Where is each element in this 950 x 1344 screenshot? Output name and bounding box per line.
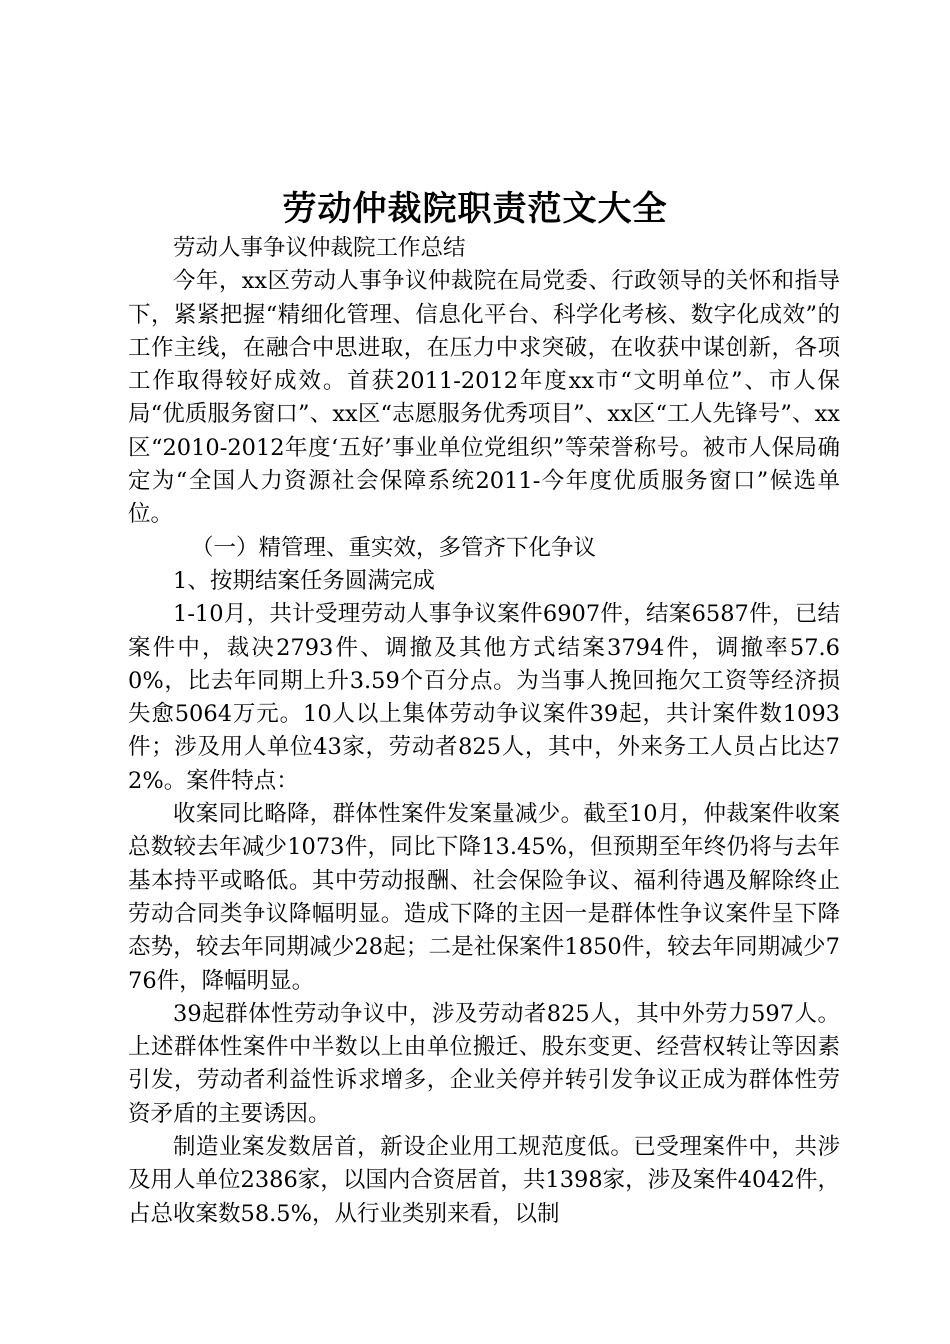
document-body: [128, 232, 840, 1231]
subsection-heading: 1、按期结案任务圆满完成: [173, 567, 435, 594]
paragraph: 39起群体性劳动争议中，涉及劳动者825人，其中外劳力597人。上述群体性案件中半数以上由单位搬迁、股东变更、经营权转让等因素引发，劳动者利益性诉求增多，企业关停并转引发争议正成为群体性劳资矛盾的主要诱因。: [128, 1000, 840, 1127]
paragraph: 今年，xx区劳动人事争议仲裁院在局党委、行政领导的关怀和指导下，紧紧把握“精细化管理、信息化平台、科学化考核、数字化成效”的工作主线，在融合中思进取，在压力中求突破，在收获中谋创新，各项工作取得较好成效。首获2011-2012年度xx市“文明单位”、市人保局“优质服务窗口”、xx区“志愿服务优秀项目”、xx区“工人先锋号”、xx区“2010-2012年度‘五好’事业单位党组织”等荣誉称号。被市人保局确定为“全国人力资源社会保障系统2011-今年度优质服务窗口”候选单位。: [128, 268, 840, 528]
paragraph: 1-10月，共计受理劳动人事争议案件6907件，结案6587件，已结案件中，裁决2793件、调撤及其他方式结案3794件，调撤率57.60%，比去年同期上升3.59个百分点。为当事人挽回拖欠工资等经济损失愈5064万元。10人以上集体劳动争议案件39起，共计案件数1093件；涉及用人单位43家，劳动者825人，其中，外来务工人员占比达72%。案件特点：: [128, 601, 840, 794]
section-heading: 劳动人事争议仲裁院工作总结: [173, 235, 466, 261]
paragraph: 制造业案发数居首，新设企业用工规范度低。已受理案件中，共涉及用人单位2386家，以国内合资居首，共1398家，涉及案件4042件，占总收案数58.5%，从行业类别来看，以制: [128, 1134, 840, 1227]
page-title: 劳动仲裁院职责范文大全: [282, 189, 668, 229]
paragraph: 收案同比略降，群体性案件发案量减少。截至10月，仲裁案件收案总数较去年减少1073件，同比下降13.45%，但预期至年终仍将与去年基本持平或略低。其中劳动报酬、社会保险争议、福利待遇及解除终止劳动合同类争议降幅明显。造成下降的主因一是群体性争议案件呈下降态势，较去年同期减少28起；二是社保案件1850件，较去年同期减少776件，降幅明显。: [128, 801, 840, 994]
subsection-heading: （一）精管理、重实效，多管齐下化争议: [191, 534, 597, 561]
